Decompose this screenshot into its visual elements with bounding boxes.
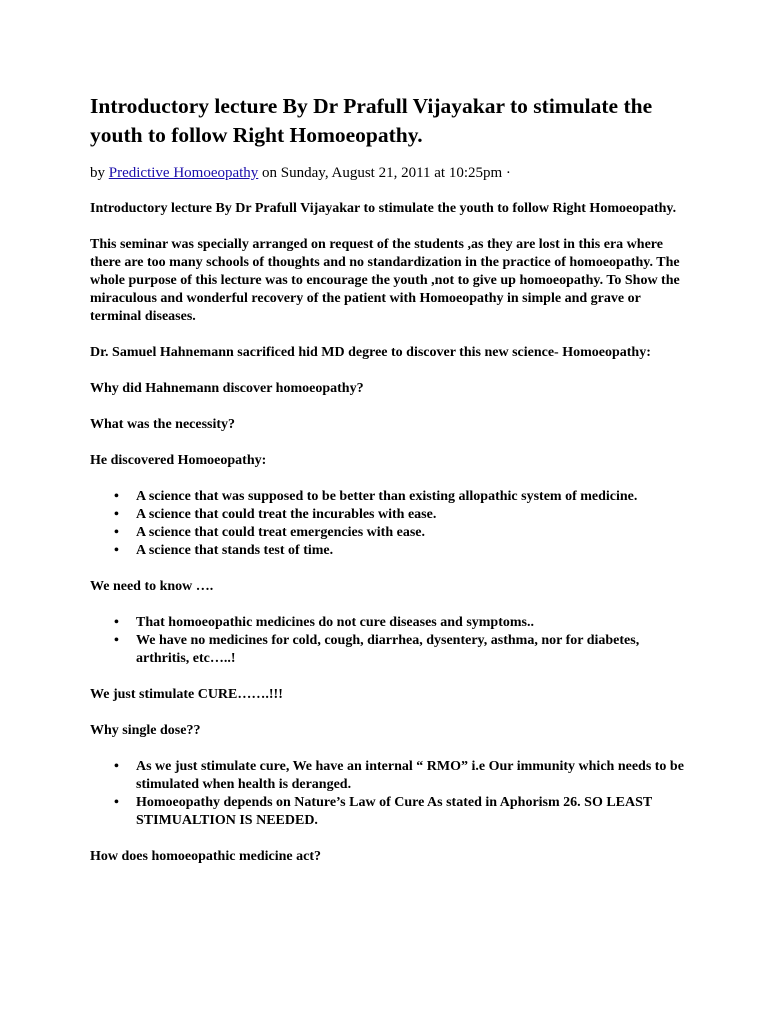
byline-prefix: by [90, 165, 109, 181]
question-why: Why did Hahnemann discover homoeopathy? [90, 381, 364, 396]
intro-paragraph: Introductory lecture By Dr Prafull Vijayakar to stimulate the youth to follow Right Homoeopathy. [90, 201, 677, 216]
discovered-heading: He discovered Homoeopathy: [90, 453, 267, 468]
list-item: • Homoeopathy depends on Nature’s Law of Cure As stated in Aphorism 26. SO LEAST STIMUALTION IS NEEDED. [90, 794, 690, 830]
dose-list [90, 758, 690, 830]
discovered-list [90, 488, 690, 560]
hahnemann-paragraph: Dr. Samuel Hahnemann sacrificed hid MD degree to discover this new science- Homoeopathy: [90, 345, 651, 360]
seminar-paragraph: This seminar was specially arranged on request of the students ,as they are lost in this era where there are too many schools of thoughts and no standardization in the practice of homoeopathy. The whole purpose of this lecture was to encourage the youth ,not to give up homoeopathy. To Show the miraculous and wonderful recovery of the patient with Homoeopathy in simple and grave or terminal diseases. [90, 237, 680, 324]
list-item: • A science that could treat the incurables with ease. [90, 506, 690, 524]
list-item: • A science that was supposed to be better than existing allopathic system of medicine. [90, 488, 690, 506]
question-necessity: What was the necessity? [90, 417, 236, 432]
stimulate-paragraph: We just stimulate CURE…….!!! [90, 687, 283, 702]
how-act-question: How does homoeopathic medicine act? [90, 849, 321, 864]
need-list [90, 614, 690, 668]
author-link[interactable]: Predictive Homoeopathy [108, 165, 259, 181]
need-heading: We need to know …. [90, 579, 214, 594]
byline [90, 164, 511, 182]
list-item: • A science that stands test of time. [90, 542, 690, 560]
article-title: Introductory lecture By Dr Prafull Vijayakar to stimulate the youth to follow Right Homoeopathy. [90, 94, 653, 147]
byline-date: on Sunday, August 21, 2011 at 10:25pm · [258, 165, 511, 181]
list-item: • A science that could treat emergencies with ease. [90, 524, 690, 542]
list-item: • We have no medicines for cold, cough, diarrhea, dysentery, asthma, nor for diabetes, arthritis, etc…..! [90, 632, 690, 668]
single-dose-question: Why single dose?? [90, 723, 201, 738]
article-body [90, 200, 690, 884]
list-item: • As we just stimulate cure, We have an internal “ RMO” i.e Our immunity which needs to be stimulated when health is deranged. [90, 758, 690, 794]
list-item: • That homoeopathic medicines do not cure diseases and symptoms.. [90, 614, 690, 632]
